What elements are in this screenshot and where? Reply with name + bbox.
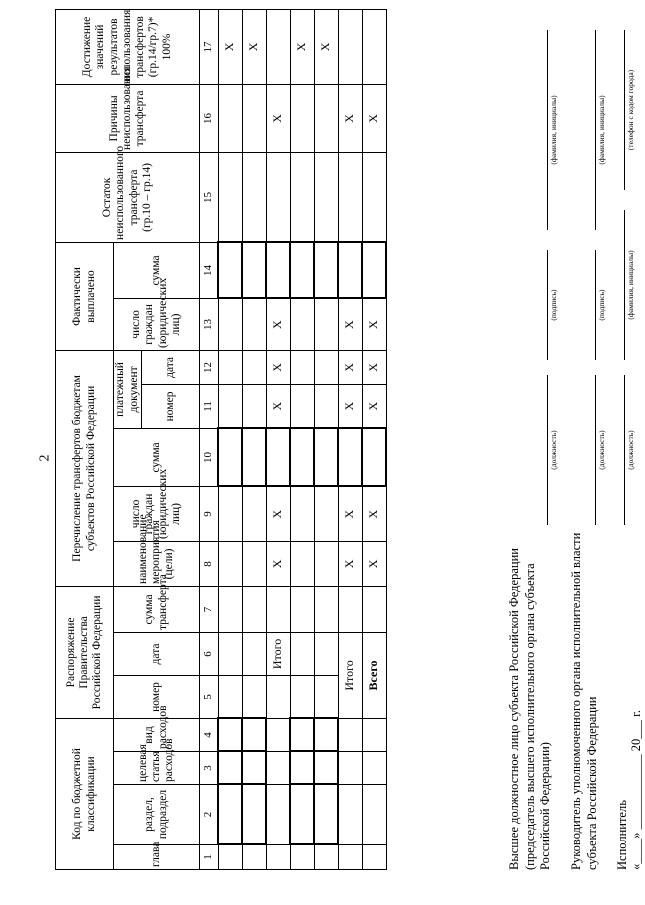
header-reason: Причины неиспользования трансферта bbox=[56, 84, 200, 152]
table-cell bbox=[218, 84, 242, 152]
table-cell bbox=[218, 384, 242, 428]
table-cell bbox=[362, 242, 386, 298]
x-mark: Х bbox=[314, 9, 338, 84]
x-mark: Х bbox=[266, 84, 290, 152]
table-cell bbox=[218, 486, 242, 541]
caption-signature: (подпись) bbox=[549, 289, 558, 321]
table-cell bbox=[218, 675, 242, 718]
table-cell bbox=[266, 785, 290, 845]
total-label: Всего bbox=[362, 632, 386, 718]
table-row bbox=[314, 9, 338, 869]
table-cell bbox=[290, 675, 314, 718]
table-cell bbox=[218, 632, 242, 675]
executor-title: Исполнитель bbox=[615, 800, 629, 870]
table-cell bbox=[266, 675, 290, 718]
table-cell bbox=[242, 785, 266, 845]
col-num: 8 bbox=[200, 541, 219, 586]
official-position-line bbox=[547, 375, 548, 525]
table-row-total bbox=[362, 9, 386, 869]
table-cell bbox=[218, 752, 242, 785]
table-cell bbox=[314, 486, 338, 541]
x-mark: Х bbox=[362, 486, 386, 541]
table-cell bbox=[290, 384, 314, 428]
x-mark: Х bbox=[290, 9, 314, 84]
header-event: наименование мероприятия (цели) bbox=[114, 541, 200, 586]
table-cell bbox=[242, 486, 266, 541]
table-cell bbox=[242, 541, 266, 586]
col-num: 1 bbox=[200, 845, 219, 870]
table-cell bbox=[362, 428, 386, 486]
table-cell bbox=[290, 752, 314, 785]
x-mark: Х bbox=[218, 9, 242, 84]
head-signature-line bbox=[595, 250, 596, 360]
table-cell bbox=[290, 428, 314, 486]
table-cell bbox=[362, 586, 386, 632]
col-num: 17 bbox=[200, 9, 219, 84]
col-num: 16 bbox=[200, 84, 219, 152]
table-cell bbox=[314, 541, 338, 586]
x-mark: Х bbox=[266, 298, 290, 350]
x-mark: Х bbox=[338, 384, 362, 428]
table-cell bbox=[362, 718, 386, 751]
subtotal-label: Итого bbox=[338, 632, 362, 718]
table-cell bbox=[218, 152, 242, 242]
table-row-subtotal bbox=[338, 9, 362, 869]
table-cell bbox=[266, 242, 290, 298]
table-cell bbox=[242, 675, 266, 718]
head-title: Руководитель уполномоченного органа исполнительной власти субъекта Российской Федерации bbox=[569, 532, 599, 870]
header-sum: сумма bbox=[114, 428, 200, 486]
executor-phone-line bbox=[624, 30, 625, 190]
table-cell bbox=[362, 785, 386, 845]
table-cell bbox=[290, 541, 314, 586]
header-rest: Остаток неиспользованного трансферта (гр.10 – гр.14) bbox=[56, 152, 200, 242]
table-cell bbox=[266, 718, 290, 751]
table-cell bbox=[314, 384, 338, 428]
table-cell bbox=[218, 541, 242, 586]
table-cell bbox=[314, 84, 338, 152]
table-cell bbox=[338, 242, 362, 298]
table-cell bbox=[266, 845, 290, 870]
header-razdel: раздел, подраздел bbox=[114, 785, 200, 845]
table-cell bbox=[314, 350, 338, 384]
table-cell bbox=[362, 752, 386, 785]
table-cell bbox=[290, 586, 314, 632]
caption-name: (фамилия, инициалы) bbox=[597, 95, 606, 165]
transfer-report-table bbox=[55, 9, 387, 870]
x-mark: Х bbox=[266, 486, 290, 541]
x-mark: Х bbox=[338, 298, 362, 350]
table-cell bbox=[314, 752, 338, 785]
table-cell bbox=[218, 718, 242, 751]
head-name-line bbox=[595, 30, 596, 230]
table-cell bbox=[314, 152, 338, 242]
table-row-subtotal bbox=[266, 9, 290, 869]
table-cell bbox=[242, 242, 266, 298]
table-cell bbox=[266, 752, 290, 785]
table-cell bbox=[362, 9, 386, 84]
table-cell bbox=[266, 428, 290, 486]
table-cell bbox=[362, 152, 386, 242]
col-num: 9 bbox=[200, 486, 219, 541]
table-cell bbox=[242, 718, 266, 751]
table-cell bbox=[290, 84, 314, 152]
table-cell bbox=[314, 242, 338, 298]
header-order-date: дата bbox=[114, 632, 200, 675]
caption-name: (фамилия, инициалы) bbox=[626, 250, 635, 320]
table-cell bbox=[218, 586, 242, 632]
header-order-number: номер bbox=[114, 675, 200, 718]
x-mark: Х bbox=[362, 84, 386, 152]
table-cell bbox=[218, 350, 242, 384]
table-cell bbox=[290, 486, 314, 541]
header-transfer: Перечисление трансфертов бюджетам субъектов Российской Федерации bbox=[56, 350, 114, 586]
table-cell bbox=[314, 675, 338, 718]
table-cell bbox=[290, 845, 314, 870]
col-num: 5 bbox=[200, 675, 219, 718]
official-title: Высшее должностное лицо субъекта Российской Федерации (председатель высшего исполнительного органа субъекта Российской Федерации) bbox=[507, 548, 553, 870]
table-cell bbox=[242, 152, 266, 242]
head-position-line bbox=[595, 375, 596, 525]
table-cell bbox=[338, 152, 362, 242]
table-cell bbox=[242, 350, 266, 384]
table-cell bbox=[314, 785, 338, 845]
table-cell bbox=[314, 632, 338, 675]
table-cell bbox=[338, 428, 362, 486]
header-sum-transfer: сумма трансферта bbox=[114, 586, 200, 632]
col-num: 11 bbox=[200, 384, 219, 428]
caption-signature: (подпись) bbox=[597, 289, 606, 321]
x-mark: Х bbox=[266, 541, 290, 586]
table-cell bbox=[242, 84, 266, 152]
caption-position: (должность) bbox=[597, 430, 606, 470]
table-cell bbox=[218, 845, 242, 870]
table-cell bbox=[242, 586, 266, 632]
table-row bbox=[242, 9, 266, 869]
table-cell bbox=[338, 845, 362, 870]
table-cell bbox=[290, 152, 314, 242]
header-statya: целевая статья расходов bbox=[114, 752, 200, 785]
caption-phone: (телефон с кодом города) bbox=[626, 69, 635, 151]
header-kbk: Код по бюджетной классификации bbox=[56, 718, 114, 869]
subtotal-label: Итого bbox=[266, 632, 290, 675]
executor-position-line bbox=[624, 375, 625, 525]
table-cell bbox=[242, 384, 266, 428]
x-mark: Х bbox=[338, 84, 362, 152]
header-order: Распоряжение Правительства Российской Федерации bbox=[56, 586, 114, 718]
table-cell bbox=[314, 586, 338, 632]
x-mark: Х bbox=[338, 486, 362, 541]
table-cell bbox=[362, 845, 386, 870]
col-num: 3 bbox=[200, 752, 219, 785]
header-payment-doc: платежный документ bbox=[114, 350, 142, 428]
table-cell bbox=[314, 428, 338, 486]
header-vid: вид расходов bbox=[114, 718, 200, 751]
table-cell bbox=[218, 298, 242, 350]
header-citizens: число граждан (юридических лиц) bbox=[114, 486, 200, 541]
x-mark: Х bbox=[362, 541, 386, 586]
caption-name: (фамилия, инициалы) bbox=[549, 95, 558, 165]
table-cell bbox=[242, 632, 266, 675]
col-num: 15 bbox=[200, 152, 219, 242]
table-cell bbox=[266, 9, 290, 84]
table-cell bbox=[266, 152, 290, 242]
table-row bbox=[290, 9, 314, 869]
table-cell bbox=[338, 752, 362, 785]
form-sheet bbox=[55, 10, 645, 870]
caption-position: (должность) bbox=[549, 430, 558, 470]
table-cell bbox=[290, 298, 314, 350]
x-mark: Х bbox=[338, 350, 362, 384]
official-name-line bbox=[547, 30, 548, 230]
page-number: 2 bbox=[37, 454, 53, 462]
table-cell bbox=[314, 845, 338, 870]
x-mark: Х bbox=[266, 350, 290, 384]
header-pd-date: дата bbox=[142, 350, 200, 384]
x-mark: Х bbox=[362, 384, 386, 428]
table-cell bbox=[290, 632, 314, 675]
table-cell bbox=[242, 298, 266, 350]
table-cell bbox=[242, 428, 266, 486]
x-mark: Х bbox=[338, 541, 362, 586]
header-paid: Фактически выплачено bbox=[56, 242, 114, 350]
header-pd-number: номер bbox=[142, 384, 200, 428]
table-cell bbox=[218, 242, 242, 298]
col-num: 14 bbox=[200, 242, 219, 298]
col-num: 12 bbox=[200, 350, 219, 384]
col-num: 7 bbox=[200, 586, 219, 632]
table-cell bbox=[218, 785, 242, 845]
official-signature-line bbox=[547, 250, 548, 360]
x-mark: Х bbox=[242, 9, 266, 84]
caption-position: (должность) bbox=[626, 430, 635, 470]
x-mark: Х bbox=[362, 298, 386, 350]
x-mark: Х bbox=[362, 350, 386, 384]
table-row bbox=[218, 9, 242, 869]
table-cell bbox=[338, 9, 362, 84]
col-num: 2 bbox=[200, 785, 219, 845]
header-glava: глава bbox=[114, 845, 200, 870]
table-cell bbox=[338, 785, 362, 845]
header-achievement: Достижение значений результатов использования трансфертов (гр.14/гр.7)* 100% bbox=[56, 9, 200, 84]
table-cell bbox=[338, 586, 362, 632]
header-paid-citizens: число граждан (юридических лиц) bbox=[114, 298, 200, 350]
col-num: 6 bbox=[200, 632, 219, 675]
table-cell bbox=[290, 785, 314, 845]
table-cell bbox=[266, 586, 290, 632]
table-cell bbox=[314, 298, 338, 350]
table-cell bbox=[218, 428, 242, 486]
executor-name-line bbox=[624, 210, 625, 360]
header-paid-sum: сумма bbox=[114, 242, 200, 298]
col-num: 4 bbox=[200, 718, 219, 751]
x-mark: Х bbox=[266, 384, 290, 428]
table-cell bbox=[290, 350, 314, 384]
col-num: 10 bbox=[200, 428, 219, 486]
table-cell bbox=[314, 718, 338, 751]
table-cell bbox=[242, 752, 266, 785]
table-cell bbox=[290, 242, 314, 298]
table-cell bbox=[290, 718, 314, 751]
table-cell bbox=[242, 845, 266, 870]
table-cell bbox=[338, 718, 362, 751]
col-num: 13 bbox=[200, 298, 219, 350]
date-line: «____» ____________ 20___ г. bbox=[629, 710, 643, 870]
